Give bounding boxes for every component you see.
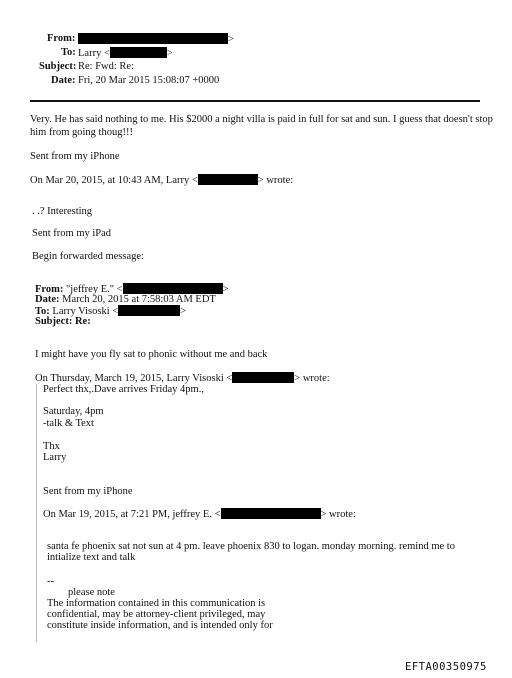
redaction-bar: [123, 283, 223, 294]
fwd-subject-value: Re:: [74, 316, 91, 327]
quote-bar: [36, 384, 37, 642]
santa-line-2: intialize text and talk: [47, 552, 136, 563]
header-date-value: Fri, 20 Mar 2015 15:08:07 +0000: [78, 75, 220, 86]
larry-line: Larry: [43, 452, 67, 463]
please-note: please note: [68, 587, 115, 598]
quote-attribution-2-prefix: On Thursday, March 19, 2015, Larry Visoski <: [35, 373, 233, 384]
fly-line: I might have you fly sat to phonic without me and back: [35, 349, 268, 360]
talk-line: -talk & Text: [43, 418, 94, 429]
signature-iphone-1: Sent from my iPhone: [30, 151, 120, 162]
fwd-to-label: To:: [35, 306, 50, 317]
redaction-bar: [232, 372, 294, 383]
signature-iphone-2: Sent from my iPhone: [43, 486, 133, 497]
signature-dashes: --: [47, 576, 54, 587]
notice-line-3: constitute inside information, and is intended only for: [47, 620, 273, 631]
header-to-name: Larry <: [78, 48, 110, 59]
fwd-date-label: Date:: [35, 294, 60, 305]
header-from-label: From:: [47, 33, 76, 44]
fwd-subject-line: [35, 316, 91, 327]
notice-line-1: The information contained in this communication is: [47, 598, 266, 609]
fwd-from-label: From:: [35, 284, 64, 295]
quote-attribution-3-suffix: > wrote:: [320, 509, 356, 520]
header-to-value: [78, 47, 173, 59]
saturday-line: Saturday, 4pm: [43, 406, 104, 417]
redaction-bar: [198, 174, 258, 185]
redaction-bar: [78, 33, 228, 44]
fwd-date-value: March 20, 2015 at 7:58:03 AM EDT: [62, 294, 216, 305]
redaction-bar: [221, 508, 321, 519]
begin-forwarded: Begin forwarded message:: [32, 251, 144, 262]
fwd-to-value: Larry Visoski <: [52, 306, 119, 317]
header-divider: [30, 100, 480, 102]
redaction-bar: [110, 47, 167, 58]
header-subject-value: Re: Fwd: Re:: [78, 61, 135, 72]
quote-attribution-1: [30, 174, 293, 186]
interesting-line: . .? Interesting: [32, 206, 93, 217]
quote-attribution-3: [43, 508, 356, 520]
header-from-value: [78, 33, 234, 45]
header-to-label: To:: [61, 47, 76, 58]
body-line-1: Very. He has said nothing to me. His $2000 a night villa is paid in full for sat and sun. I guess that doesn't stop: [30, 114, 493, 125]
quote-attribution-1-prefix: On Mar 20, 2015, at 10:43 AM, Larry <: [30, 175, 198, 186]
document-id: EFTA00350975: [405, 661, 487, 673]
header-subject-label: Subject:: [39, 61, 77, 72]
fwd-date-line: [35, 294, 216, 305]
header-from-tail: >: [228, 34, 234, 45]
quote-attribution-2: [35, 372, 330, 384]
body-line-2: him from going thoug!!!: [30, 127, 133, 138]
quote-attribution-2-suffix: > wrote:: [294, 373, 330, 384]
santa-line-1: santa fe phoenix sat not sun at 4 pm. leave phoenix 830 to logan. monday morning. remind me to: [47, 541, 455, 552]
fwd-from-value: "jeffrey E." <: [66, 284, 123, 295]
signature-ipad: Sent from my iPad: [32, 228, 112, 239]
quote-attribution-3-prefix: On Mar 19, 2015, at 7:21 PM, jeffrey E. <: [43, 509, 221, 520]
fwd-to-tail: >: [180, 306, 187, 317]
quote-attribution-1-suffix: > wrote:: [257, 175, 294, 186]
header-date-label: Date:: [51, 75, 76, 86]
notice-line-2: confidential, may be attorney-client privileged, may: [47, 609, 266, 620]
perfect-line: Perfect thx,.Dave arrives Friday 4pm.,: [43, 384, 204, 395]
fwd-subject-label: Subject:: [35, 316, 73, 327]
header-to-tail: >: [166, 48, 173, 59]
thx-line: Thx: [43, 441, 60, 452]
redaction-bar: [118, 305, 180, 316]
fwd-from-tail: >: [222, 284, 229, 295]
